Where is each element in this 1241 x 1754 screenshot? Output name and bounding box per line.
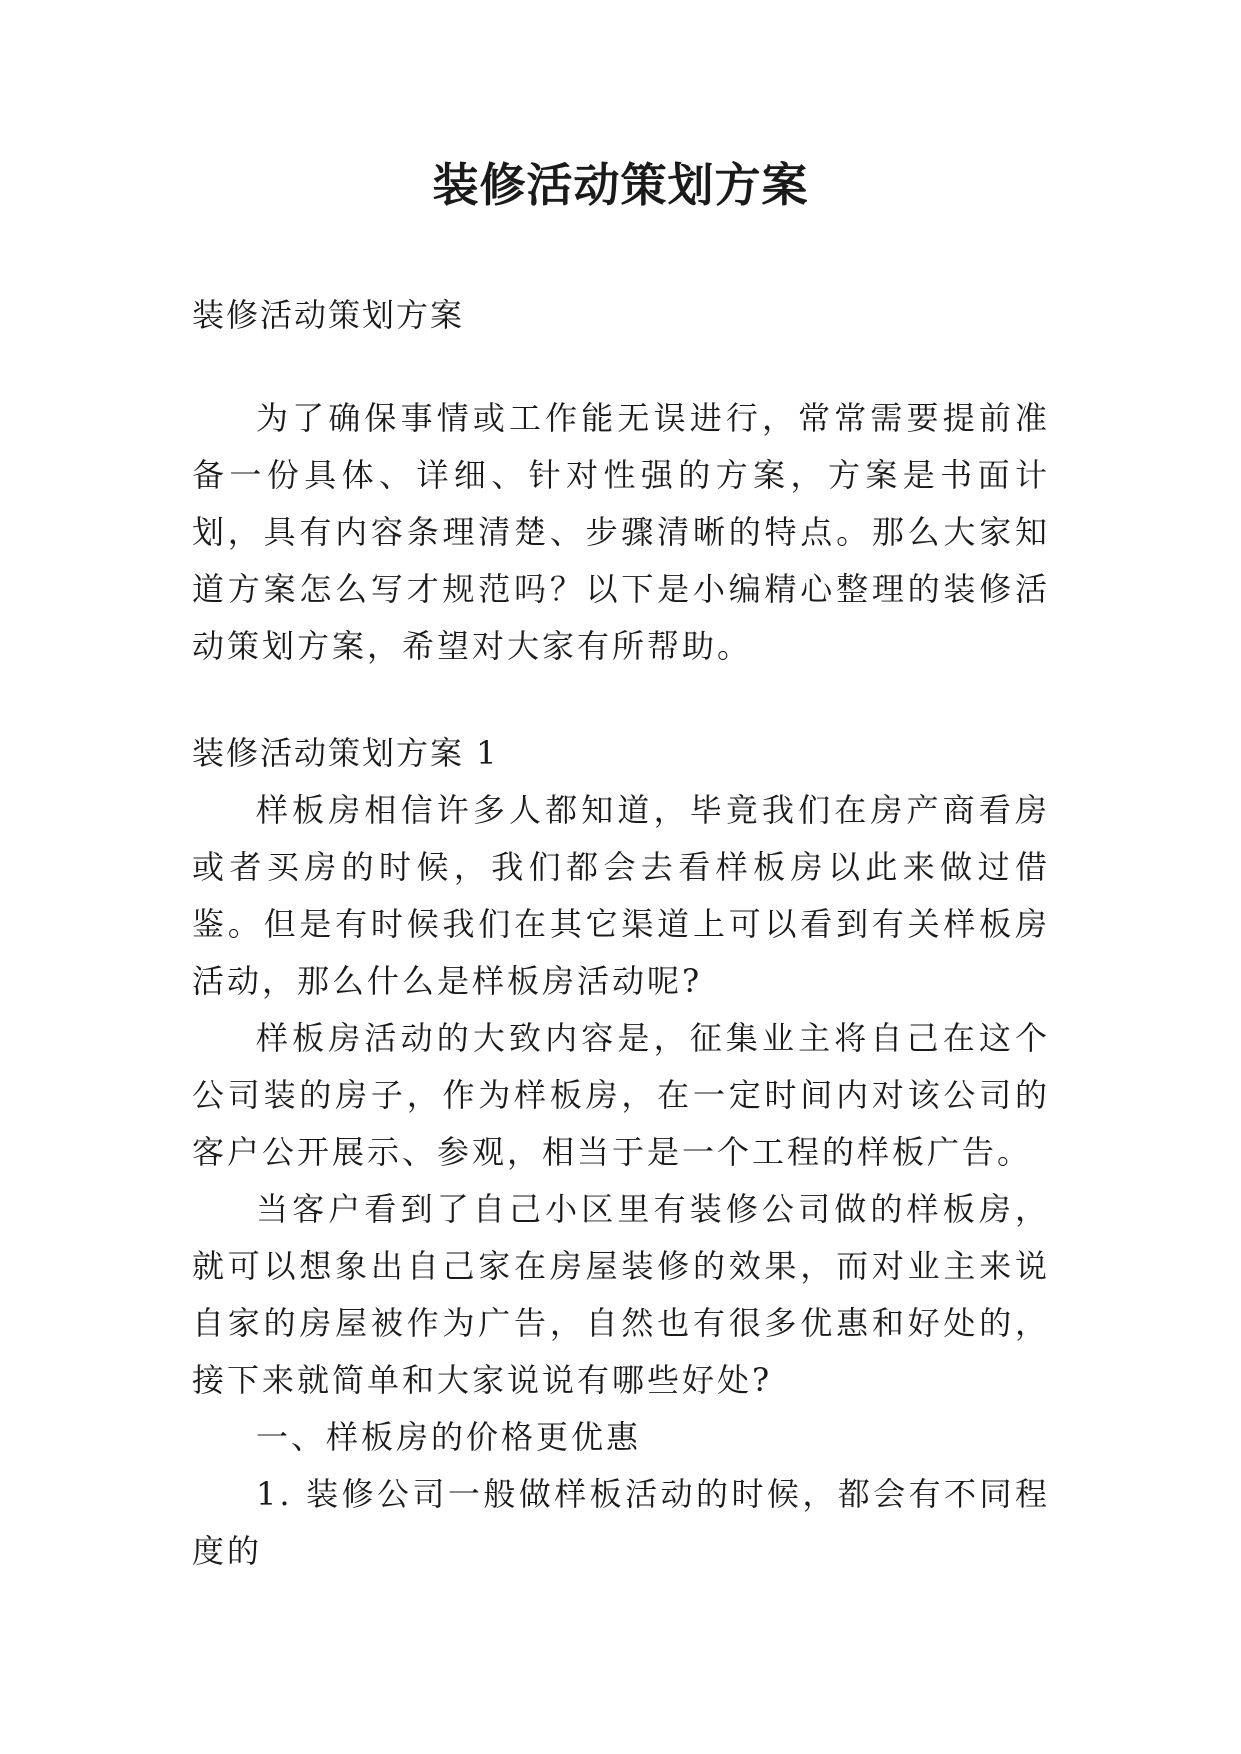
body-paragraph: 样板房相信许多人都知道，毕竟我们在房产商看房或者买房的时候，我们都会去看样板房以此来做过借鉴。但是有时候我们在其它渠道上可以看到有关样板房活动，那么什么是样板房活动呢? xyxy=(192,791,1050,1000)
document-subtitle: 装修活动策划方案 xyxy=(192,296,465,334)
document-body xyxy=(192,290,1050,1580)
spacer xyxy=(192,675,1050,725)
list-item: 1. 装修公司一般做样板活动的时候，都会有不同程度的 xyxy=(192,1475,1050,1570)
intro-paragraph: 为了确保事情或工作能无误进行，常常需要提前准备一份具体、详细、针对性强的方案，方案是书面计划，具有内容条理清楚、步骤清晰的特点。那么大家知道方案怎么写才规范吗？以下是小编精心整理的装修活动策划方案，希望对大家有所帮助。 xyxy=(192,399,1050,665)
list-heading: 一、样板房的价格更优惠 xyxy=(256,1418,642,1456)
body-paragraph: 样板房活动的大致内容是，征集业主将自己在这个公司装的房子，作为样板房，在一定时间内对该公司的客户公开展示、参观，相当于是一个工程的样板广告。 xyxy=(192,1019,1050,1171)
spacer xyxy=(192,340,1050,390)
body-paragraph: 当客户看到了自己小区里有装修公司做的样板房，就可以想象出自己家在房屋装修的效果，而对业主来说自家的房屋被作为广告，自然也有很多优惠和好处的，接下来就简单和大家说说有哪些好处? xyxy=(192,1190,1050,1399)
section-heading: 装修活动策划方案 1 xyxy=(192,734,499,772)
document-title: 装修活动策划方案 xyxy=(432,158,809,212)
